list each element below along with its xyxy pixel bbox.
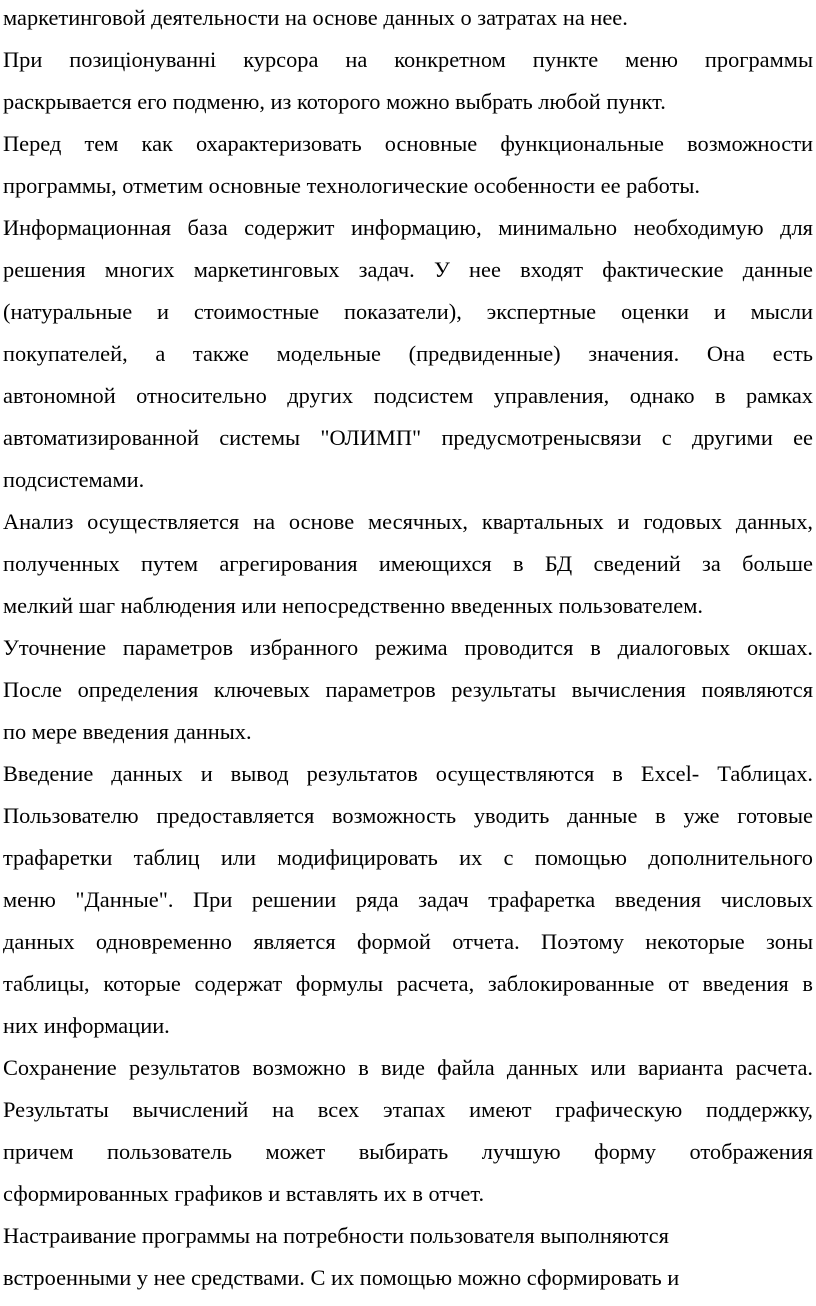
text-line: автономной относительно других подсистем управления, однако в рамках (3, 383, 813, 408)
text-line: причем пользователь может выбирать лучшую форму отображения (3, 1139, 813, 1164)
text-line: трафаретки таблиц или модифицировать их с помощью дополнительного (3, 845, 813, 870)
text-line: Пользователю предоставляется возможность уводить данные в уже готовые (3, 803, 813, 828)
text-line: Настраивание программы на потребности пользователя выполняются (3, 1223, 669, 1248)
text-line: покупателей, а также модельные (предвиденные) значения. Она есть (3, 341, 813, 366)
text-line: полученных путем агрегирования имеющихся в БД сведений за больше (3, 551, 813, 576)
text-line: меню "Данные". При решении ряда задач трафаретка введения числовых (3, 887, 813, 912)
text-line: Информационная база содержит информацию, минимально необходимую для (3, 215, 813, 240)
text-line: них информации. (3, 1013, 170, 1038)
text-line: раскрывается его подменю, из которого можно выбрать любой пункт. (3, 89, 666, 114)
text-line: таблицы, которые содержат формулы расчета, заблокированные от введения в (3, 971, 813, 996)
text-line: Уточнение параметров избранного режима проводится в диалоговых окшах. (3, 635, 813, 660)
text-line: При позиціонуванні курсора на конкретном пункте меню программы (3, 47, 813, 72)
text-line: Результаты вычислений на всех этапах имеют графическую поддержку, (3, 1097, 813, 1122)
text-line: подсистемами. (3, 467, 145, 492)
text-line: сформированных графиков и вставлять их в отчет. (3, 1181, 485, 1206)
text-line: Сохранение результатов возможно в виде файла данных или варианта расчета. (3, 1055, 813, 1080)
text-line: Анализ осуществляется на основе месячных, квартальных и годовых данных, (3, 509, 813, 534)
text-line: по мере введения данных. (3, 719, 252, 744)
text-line: маркетинговой деятельности на основе данных о затратах на нее. (3, 5, 628, 30)
text-line: данных одновременно является формой отчета. Поэтому некоторые зоны (3, 929, 813, 954)
text-line: программы, отметим основные технологические особенности ее работы. (3, 173, 700, 198)
text-line: (натуральные и стоимостные показатели), экспертные оценки и мысли (3, 299, 813, 324)
text-line: автоматизированной системы "ОЛИМП" предусмотренысвязи с другими ее (3, 425, 813, 450)
text-line: Введение данных и вывод результатов осуществляются в Excel- Таблицах. (3, 761, 813, 786)
text-line: мелкий шаг наблюдения или непосредственно введенных пользователем. (3, 593, 704, 618)
text-line: встроенными у нее средствами. С их помощью можно сформировать и (3, 1265, 680, 1290)
text-line: После определения ключевых параметров результаты вычисления появляются (3, 677, 813, 702)
text-line: Перед тем как охарактеризовать основные функциональные возможности (3, 131, 813, 156)
text-line: решения многих маркетинговых задач. У нее входят фактические данные (3, 257, 813, 282)
